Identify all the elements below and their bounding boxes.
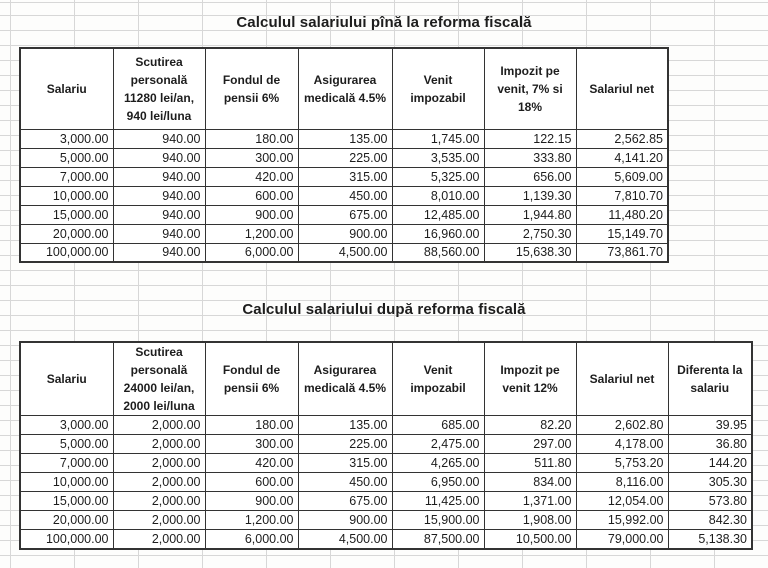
table-cell[interactable]: 4,141.20 xyxy=(576,148,668,167)
table-cell[interactable]: 900.00 xyxy=(205,205,298,224)
table-cell[interactable]: 4,500.00 xyxy=(298,530,392,549)
table-cell[interactable]: 900.00 xyxy=(298,511,392,530)
table-row xyxy=(20,511,752,530)
table-cell[interactable]: 5,325.00 xyxy=(392,167,484,186)
table-cell[interactable]: 2,562.85 xyxy=(576,129,668,148)
table-cell[interactable]: 1,908.00 xyxy=(484,511,576,530)
table-cell[interactable]: 2,602.80 xyxy=(576,416,668,435)
column-header[interactable]: Salariu xyxy=(20,342,113,416)
table1-title: Calculul salariului pînă la reforma fiscală xyxy=(236,14,532,31)
table-cell[interactable]: 36.80 xyxy=(668,435,752,454)
table-cell[interactable]: 20,000.00 xyxy=(20,224,113,243)
table-cell[interactable]: 12,054.00 xyxy=(576,492,668,511)
table-cell[interactable]: 3,535.00 xyxy=(392,148,484,167)
table-cell[interactable]: 5,609.00 xyxy=(576,167,668,186)
table-cell[interactable]: 82.20 xyxy=(484,416,576,435)
column-header[interactable]: Salariul net xyxy=(576,48,668,129)
table-cell[interactable]: 10,000.00 xyxy=(20,473,113,492)
table-header-row xyxy=(20,48,668,129)
table-cell[interactable]: 5,753.20 xyxy=(576,454,668,473)
table-cell[interactable]: 2,000.00 xyxy=(113,473,205,492)
table-cell[interactable]: 100,000.00 xyxy=(20,530,113,549)
table-cell[interactable]: 7,810.70 xyxy=(576,186,668,205)
table-cell[interactable]: 2,475.00 xyxy=(392,435,484,454)
table-cell[interactable]: 8,116.00 xyxy=(576,473,668,492)
table-cell[interactable]: 100,000.00 xyxy=(20,243,113,262)
table-cell[interactable]: 940.00 xyxy=(113,243,205,262)
column-header[interactable]: Scutirea personală 24000 lei/an, 2000 lei/luna xyxy=(113,342,205,416)
table-row xyxy=(20,492,752,511)
table-cell[interactable]: 1,745.00 xyxy=(392,129,484,148)
table-cell[interactable]: 2,750.30 xyxy=(484,224,576,243)
table-cell[interactable]: 300.00 xyxy=(205,435,298,454)
table-cell[interactable]: 39.95 xyxy=(668,416,752,435)
table-cell[interactable]: 297.00 xyxy=(484,435,576,454)
table2-title: Calculul salariului după reforma fiscală xyxy=(242,301,526,318)
table-cell[interactable]: 15,149.70 xyxy=(576,224,668,243)
table-cell[interactable]: 2,000.00 xyxy=(113,511,205,530)
table-cell[interactable]: 20,000.00 xyxy=(20,511,113,530)
salary-table-before-reform xyxy=(19,47,669,263)
table-cell[interactable]: 180.00 xyxy=(205,416,298,435)
table-row xyxy=(20,224,668,243)
table-cell[interactable]: 940.00 xyxy=(113,224,205,243)
table-row xyxy=(20,473,752,492)
column-header[interactable]: Salariu xyxy=(20,48,113,129)
table-row xyxy=(20,243,668,262)
table-cell[interactable]: 135.00 xyxy=(298,416,392,435)
table-cell[interactable]: 656.00 xyxy=(484,167,576,186)
table-row xyxy=(20,167,668,186)
table-cell[interactable]: 2,000.00 xyxy=(113,530,205,549)
table-row xyxy=(20,435,752,454)
table-cell[interactable]: 315.00 xyxy=(298,454,392,473)
table-cell[interactable]: 940.00 xyxy=(113,186,205,205)
column-header[interactable]: Diferenta la salariu xyxy=(668,342,752,416)
table-cell[interactable]: 5,138.30 xyxy=(668,530,752,549)
table-row xyxy=(20,205,668,224)
column-header[interactable]: Fondul de pensii 6% xyxy=(205,342,298,416)
table-cell[interactable]: 900.00 xyxy=(205,492,298,511)
table-cell[interactable]: 4,500.00 xyxy=(298,243,392,262)
table-cell[interactable]: 511.80 xyxy=(484,454,576,473)
table-cell[interactable]: 420.00 xyxy=(205,454,298,473)
table-cell[interactable]: 834.00 xyxy=(484,473,576,492)
table-cell[interactable]: 1,944.80 xyxy=(484,205,576,224)
table-cell[interactable]: 2,000.00 xyxy=(113,416,205,435)
table-cell[interactable]: 6,000.00 xyxy=(205,530,298,549)
table-cell[interactable]: 600.00 xyxy=(205,473,298,492)
table-cell[interactable]: 88,560.00 xyxy=(392,243,484,262)
table-row xyxy=(20,148,668,167)
table-cell[interactable]: 450.00 xyxy=(298,186,392,205)
table-cell[interactable]: 940.00 xyxy=(113,205,205,224)
table-cell[interactable]: 1,200.00 xyxy=(205,224,298,243)
table-cell[interactable]: 300.00 xyxy=(205,148,298,167)
table-row xyxy=(20,454,752,473)
column-header[interactable]: Fondul de pensii 6% xyxy=(205,48,298,129)
table-cell[interactable]: 15,638.30 xyxy=(484,243,576,262)
table-cell[interactable]: 1,371.00 xyxy=(484,492,576,511)
table-cell[interactable]: 10,500.00 xyxy=(484,530,576,549)
table-cell[interactable]: 1,139.30 xyxy=(484,186,576,205)
table-cell[interactable]: 8,010.00 xyxy=(392,186,484,205)
table-cell[interactable]: 7,000.00 xyxy=(20,167,113,186)
table-cell[interactable]: 305.30 xyxy=(668,473,752,492)
table-cell[interactable]: 4,178.00 xyxy=(576,435,668,454)
table-cell[interactable]: 180.00 xyxy=(205,129,298,148)
table-cell[interactable]: 573.80 xyxy=(668,492,752,511)
table-cell[interactable]: 6,950.00 xyxy=(392,473,484,492)
table-cell[interactable]: 5,000.00 xyxy=(20,148,113,167)
table-cell[interactable]: 420.00 xyxy=(205,167,298,186)
table-cell[interactable]: 144.20 xyxy=(668,454,752,473)
table-cell[interactable]: 333.80 xyxy=(484,148,576,167)
table-cell[interactable]: 122.15 xyxy=(484,129,576,148)
column-header[interactable]: Venit impozabil xyxy=(392,342,484,416)
table-cell[interactable]: 87,500.00 xyxy=(392,530,484,549)
table-cell[interactable]: 450.00 xyxy=(298,473,392,492)
table-cell[interactable]: 675.00 xyxy=(298,492,392,511)
table-row xyxy=(20,186,668,205)
column-header[interactable]: Asigurarea medicală 4.5% xyxy=(298,342,392,416)
table-cell[interactable]: 5,000.00 xyxy=(20,435,113,454)
table-cell[interactable]: 79,000.00 xyxy=(576,530,668,549)
table-cell[interactable]: 11,425.00 xyxy=(392,492,484,511)
table-cell[interactable]: 315.00 xyxy=(298,167,392,186)
table-cell[interactable]: 600.00 xyxy=(205,186,298,205)
table-cell[interactable]: 2,000.00 xyxy=(113,435,205,454)
table-cell[interactable]: 2,000.00 xyxy=(113,454,205,473)
table-cell[interactable]: 73,861.70 xyxy=(576,243,668,262)
table-cell[interactable]: 940.00 xyxy=(113,148,205,167)
table-cell[interactable]: 6,000.00 xyxy=(205,243,298,262)
column-header[interactable]: Salariul net xyxy=(576,342,668,416)
table-row xyxy=(20,129,668,148)
column-header[interactable]: Impozit pe venit, 7% si 18% xyxy=(484,48,576,129)
table-cell[interactable]: 685.00 xyxy=(392,416,484,435)
table-row xyxy=(20,530,752,549)
table-cell[interactable]: 4,265.00 xyxy=(392,454,484,473)
table-cell[interactable]: 3,000.00 xyxy=(20,416,113,435)
table-cell[interactable]: 225.00 xyxy=(298,435,392,454)
table-cell[interactable]: 675.00 xyxy=(298,205,392,224)
column-header[interactable]: Scutirea personală 11280 lei/an, 940 lei/luna xyxy=(113,48,205,129)
column-header[interactable]: Impozit pe venit 12% xyxy=(484,342,576,416)
table-cell[interactable]: 3,000.00 xyxy=(20,129,113,148)
table-cell[interactable]: 900.00 xyxy=(298,224,392,243)
table-cell[interactable]: 940.00 xyxy=(113,167,205,186)
table-row xyxy=(20,416,752,435)
table-cell[interactable]: 15,000.00 xyxy=(20,205,113,224)
column-header[interactable]: Asigurarea medicală 4.5% xyxy=(298,48,392,129)
table-cell[interactable]: 2,000.00 xyxy=(113,492,205,511)
table-cell[interactable]: 225.00 xyxy=(298,148,392,167)
table-cell[interactable]: 15,900.00 xyxy=(392,511,484,530)
table-cell[interactable]: 11,480.20 xyxy=(576,205,668,224)
table-cell[interactable]: 940.00 xyxy=(113,129,205,148)
table-cell[interactable]: 12,485.00 xyxy=(392,205,484,224)
table-cell[interactable]: 7,000.00 xyxy=(20,454,113,473)
table-cell[interactable]: 10,000.00 xyxy=(20,186,113,205)
table-cell[interactable]: 135.00 xyxy=(298,129,392,148)
table-cell[interactable]: 15,992.00 xyxy=(576,511,668,530)
column-header[interactable]: Venit impozabil xyxy=(392,48,484,129)
table-cell[interactable]: 842.30 xyxy=(668,511,752,530)
salary-table-after-reform xyxy=(19,341,753,550)
table-cell[interactable]: 16,960.00 xyxy=(392,224,484,243)
table-cell[interactable]: 1,200.00 xyxy=(205,511,298,530)
table-cell[interactable]: 15,000.00 xyxy=(20,492,113,511)
table-header-row xyxy=(20,342,752,416)
